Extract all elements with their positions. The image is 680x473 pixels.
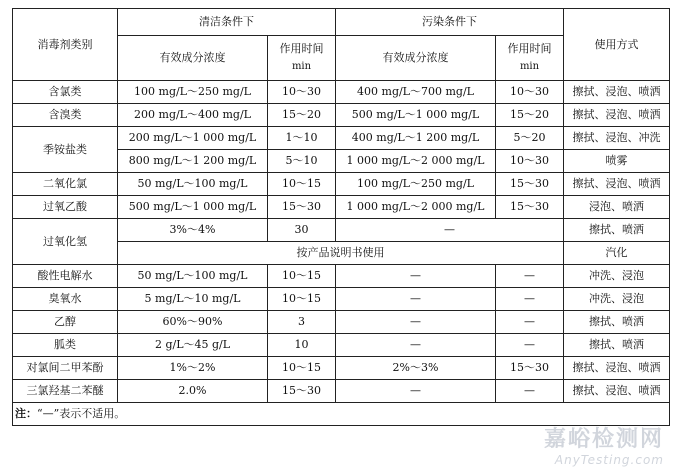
row-dirty-concentration: — (336, 265, 496, 288)
row-dirty-concentration: 1 000 mg/L～2 000 mg/L (336, 196, 496, 219)
table-row (13, 196, 670, 219)
row-category: 过氧化氢 (13, 219, 118, 265)
row-usage: 擦拭、浸泡、冲洗 (564, 127, 670, 150)
row-category: 过氧乙酸 (13, 196, 118, 219)
row-dirty-time: — (496, 380, 564, 403)
row-clean-time: 15～30 (268, 196, 336, 219)
row-usage: 浸泡、喷洒 (564, 196, 670, 219)
row-clean-time: 10～30 (268, 81, 336, 104)
row-dirty-time: 10～30 (496, 81, 564, 104)
row-category: 含溴类 (13, 104, 118, 127)
row-dirty-time: 15～20 (496, 104, 564, 127)
row-clean-concentration: 1%～2% (118, 357, 268, 380)
row-clean-concentration: 5 mg/L～10 mg/L (118, 288, 268, 311)
row-category: 含氯类 (13, 81, 118, 104)
table-row (13, 265, 670, 288)
row-clean-time: 10～15 (268, 265, 336, 288)
row-usage: 擦拭、喷洒 (564, 311, 670, 334)
table-row (13, 311, 670, 334)
row-usage: 擦拭、浸泡、喷洒 (564, 104, 670, 127)
row-clean-time: 10～15 (268, 288, 336, 311)
row-category: 胍类 (13, 334, 118, 357)
row-clean-concentration: 2 g/L～45 g/L (118, 334, 268, 357)
row-dirty-concentration: — (336, 334, 496, 357)
row-usage: 喷雾 (564, 150, 670, 173)
table-row (13, 334, 670, 357)
row-clean-time: 1～10 (268, 127, 336, 150)
row-category: 三氯羟基二苯醚 (13, 380, 118, 403)
row-dirty-concentration: 400 mg/L～700 mg/L (336, 81, 496, 104)
row-dirty-concentration: 2%～3% (336, 357, 496, 380)
header-clean: 清洁条件下 (118, 9, 336, 36)
disinfectant-table (12, 8, 670, 426)
row-merged-instruction: 按产品说明书使用 (118, 242, 564, 265)
row-clean-concentration: 50 mg/L～100 mg/L (118, 173, 268, 196)
header-clean-time (268, 36, 336, 81)
table-row (13, 357, 670, 380)
row-dirty-time: 15～30 (496, 173, 564, 196)
row-category: 臭氧水 (13, 288, 118, 311)
disinfectant-table-sheet (12, 8, 669, 426)
row-dirty-time: — (496, 334, 564, 357)
row-dirty-time: 5～20 (496, 127, 564, 150)
row-clean-time: 10～15 (268, 357, 336, 380)
row-clean-concentration: 2.0% (118, 380, 268, 403)
row-dirty-concentration: 100 mg/L～250 mg/L (336, 173, 496, 196)
row-dirty-time: 10～30 (496, 150, 564, 173)
table-row (13, 81, 670, 104)
row-dirty-time: — (496, 311, 564, 334)
row-category: 酸性电解水 (13, 265, 118, 288)
row-clean-concentration: 100 mg/L～250 mg/L (118, 81, 268, 104)
row-clean-concentration: 200 mg/L～1 000 mg/L (118, 127, 268, 150)
row-clean-concentration: 50 mg/L～100 mg/L (118, 265, 268, 288)
row-clean-concentration: 60%～90% (118, 311, 268, 334)
header-dirty-time (496, 36, 564, 81)
row-clean-time: 30 (268, 219, 336, 242)
row-usage: 擦拭、喷洒 (564, 334, 670, 357)
header-clean-time-unit: min (291, 61, 312, 72)
note-label: 注： (15, 407, 37, 420)
row-usage: 冲洗、浸泡 (564, 265, 670, 288)
row-usage: 汽化 (564, 242, 670, 265)
row-dirty-time: — (496, 265, 564, 288)
row-clean-time: 15～30 (268, 380, 336, 403)
header-clean-time-label: 作用时间 (279, 42, 324, 55)
row-clean-time: 15～20 (268, 104, 336, 127)
table-row (13, 173, 670, 196)
table-row (13, 219, 670, 242)
row-clean-concentration: 200 mg/L～400 mg/L (118, 104, 268, 127)
row-clean-time: 5～10 (268, 150, 336, 173)
header-row-1 (13, 9, 670, 36)
row-usage: 擦拭、浸泡、喷洒 (564, 357, 670, 380)
watermark-cn: 嘉峪检测网 (543, 427, 664, 452)
row-category: 季铵盐类 (13, 127, 118, 173)
row-usage: 擦拭、浸泡、喷洒 (564, 81, 670, 104)
watermark (544, 422, 664, 467)
row-dirty-time: 15～30 (496, 196, 564, 219)
row-category: 对氯间二甲苯酚 (13, 357, 118, 380)
row-dirty-time: 15～30 (496, 357, 564, 380)
header-dirty-time-label: 作用时间 (507, 42, 552, 55)
row-clean-time: 3 (268, 311, 336, 334)
row-clean-concentration: 800 mg/L～1 200 mg/L (118, 150, 268, 173)
row-dirty-concentration: 500 mg/L～1 000 mg/L (336, 104, 496, 127)
header-usage: 使用方式 (564, 9, 670, 81)
row-clean-concentration: 3%～4% (118, 219, 268, 242)
row-category: 二氧化氯 (13, 173, 118, 196)
row-usage: 擦拭、喷洒 (564, 219, 670, 242)
row-dirty-concentration: 1 000 mg/L～2 000 mg/L (336, 150, 496, 173)
header-category: 消毒剂类别 (13, 9, 118, 81)
header-dirty: 污染条件下 (336, 9, 564, 36)
row-usage: 擦拭、浸泡、喷洒 (564, 173, 670, 196)
row-clean-concentration: 500 mg/L～1 000 mg/L (118, 196, 268, 219)
row-dirty-time: — (496, 288, 564, 311)
header-dirty-concentration: 有效成分浓度 (336, 36, 496, 81)
row-category: 乙醇 (13, 311, 118, 334)
row-dirty-concentration: — (336, 288, 496, 311)
row-usage: 擦拭、浸泡、喷洒 (564, 380, 670, 403)
row-clean-time: 10～15 (268, 173, 336, 196)
table-row (13, 288, 670, 311)
row-dirty-combined: — (336, 219, 564, 242)
header-dirty-time-unit: min (519, 61, 540, 72)
table-row (13, 127, 670, 150)
table-row (13, 104, 670, 127)
row-dirty-concentration: — (336, 311, 496, 334)
row-dirty-concentration: 400 mg/L～1 200 mg/L (336, 127, 496, 150)
watermark-en: AnyTesting.com (554, 453, 664, 467)
note-text: “—”表示不适用。 (37, 407, 126, 420)
row-clean-time: 10 (268, 334, 336, 357)
header-clean-concentration: 有效成分浓度 (118, 36, 268, 81)
row-usage: 冲洗、浸泡 (564, 288, 670, 311)
row-dirty-concentration: — (336, 380, 496, 403)
table-row (13, 380, 670, 403)
